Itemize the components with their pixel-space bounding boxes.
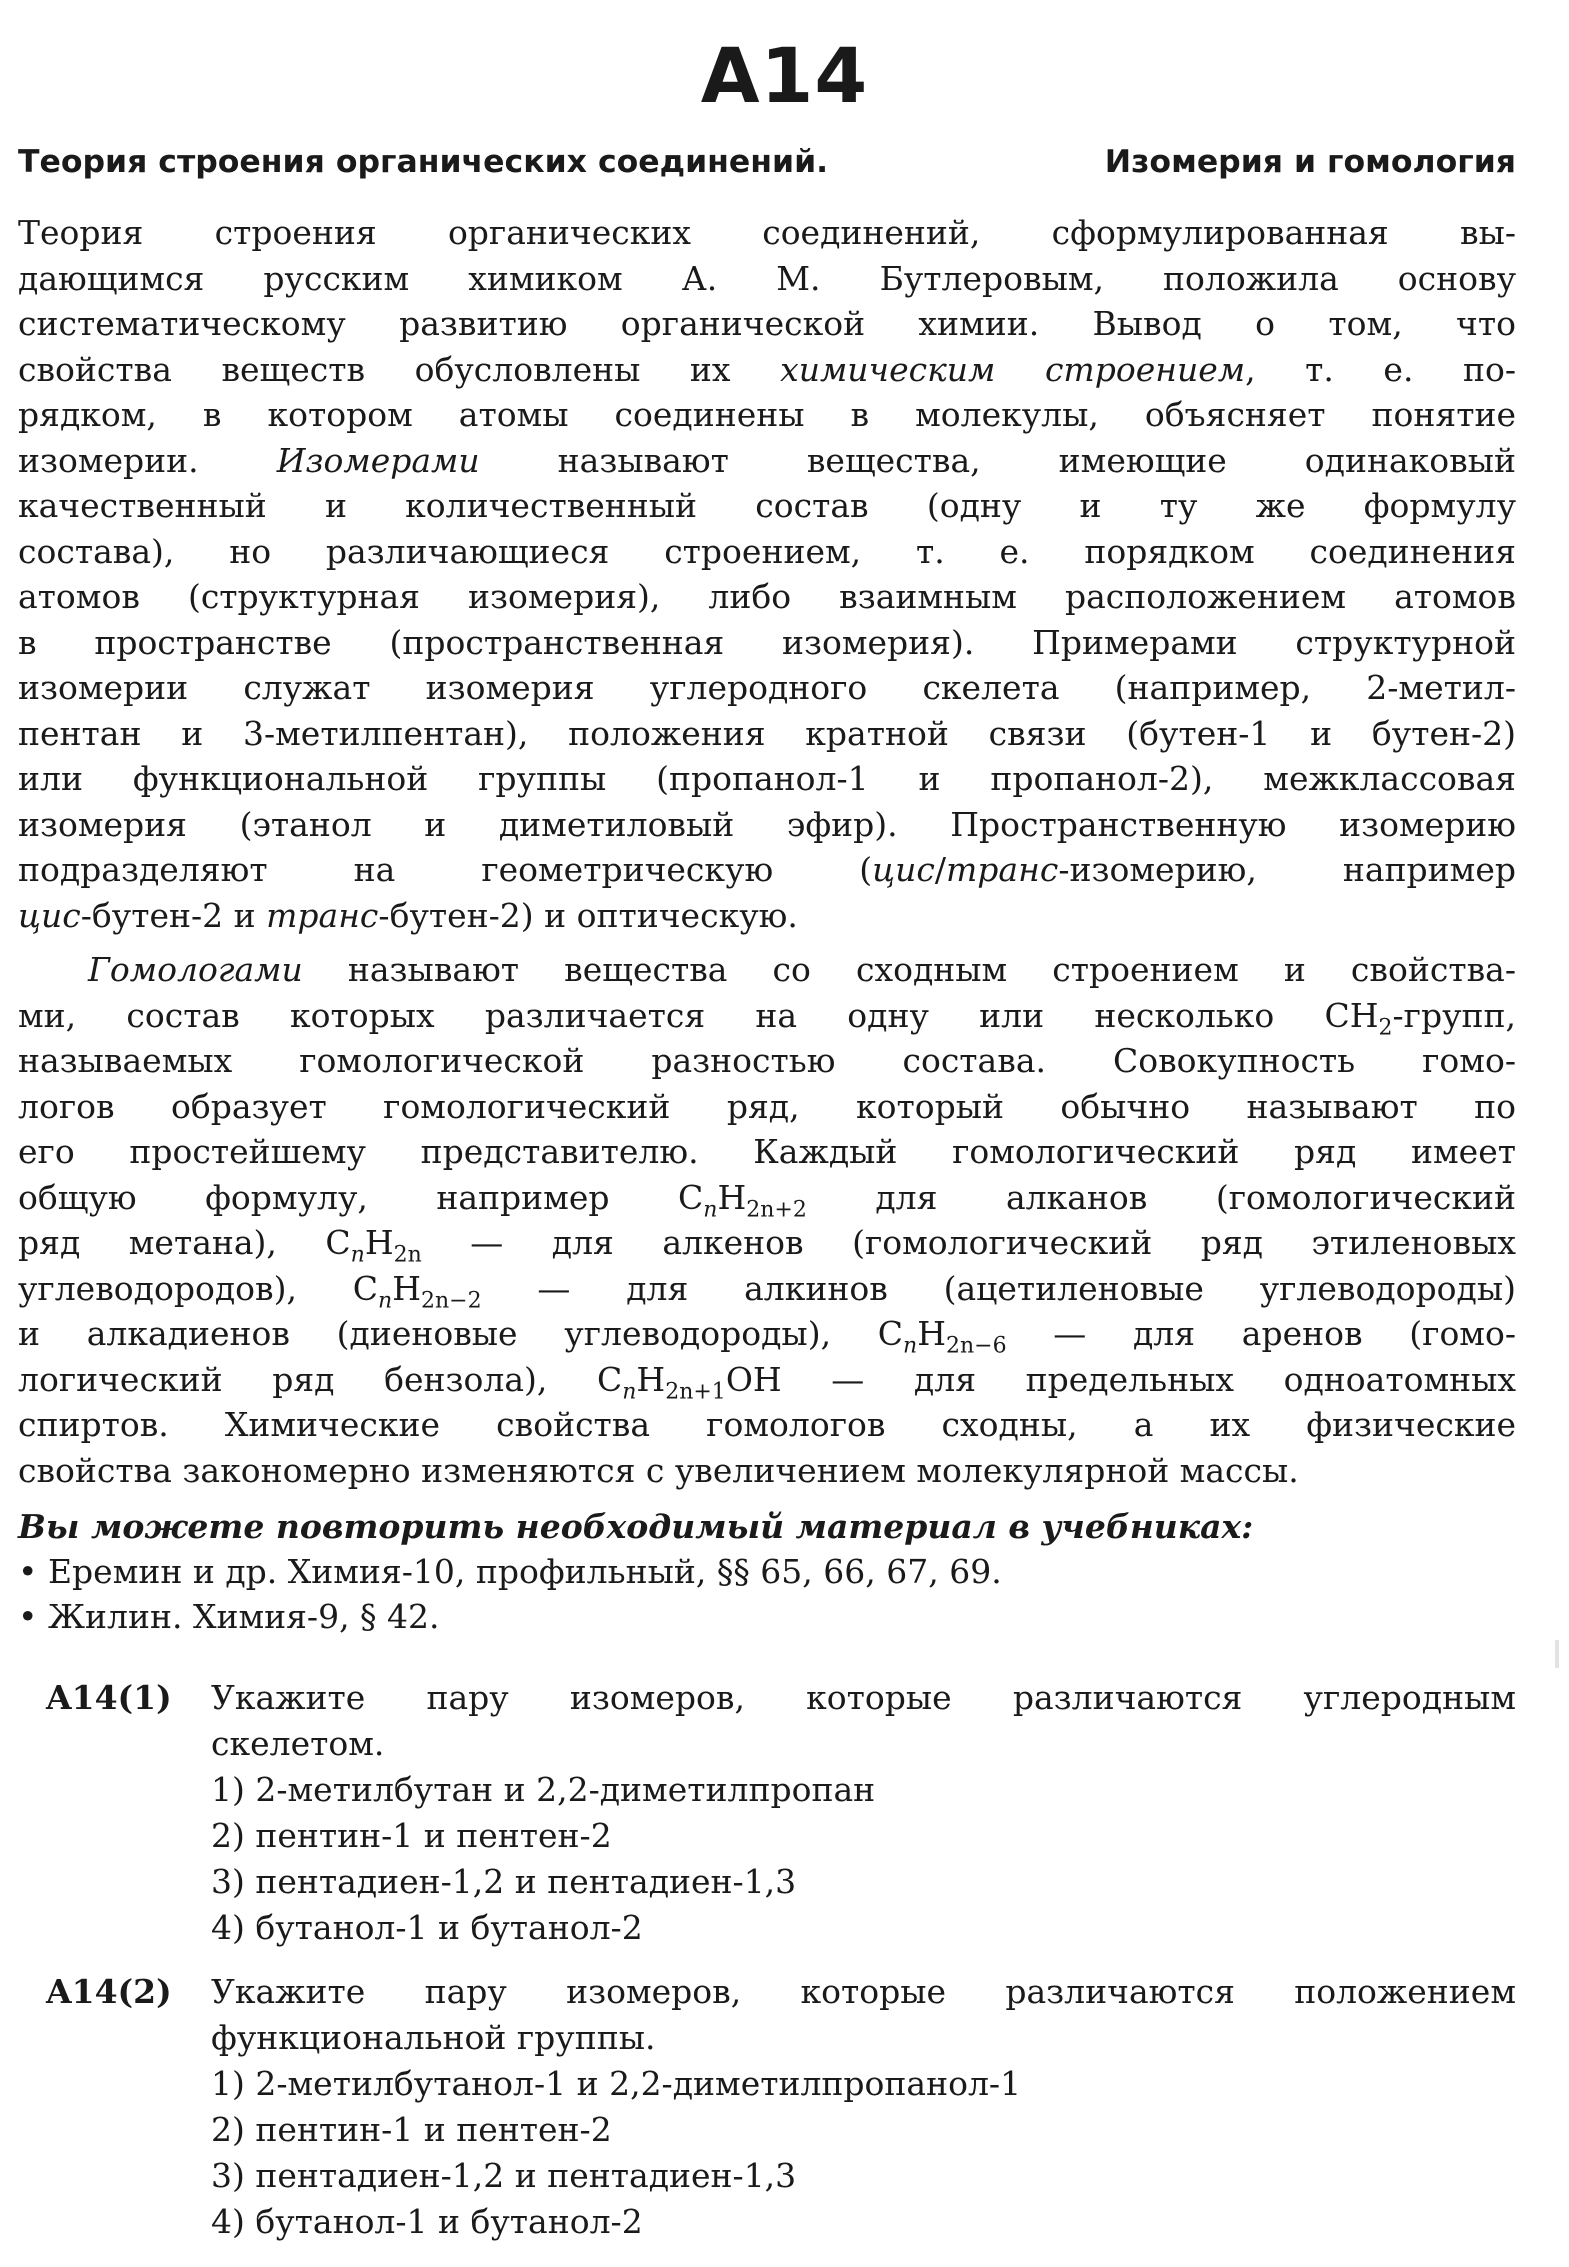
paragraph-line: Гомологами называют вещества со сходным строением и свойства- bbox=[88, 950, 1516, 989]
italic-term: Гомологами bbox=[88, 950, 303, 989]
page-title: A14 bbox=[700, 31, 869, 120]
paragraph-line: изомерия (этанол и диметиловый эфир). Пространственную изомерию bbox=[18, 804, 1516, 844]
italic-term: транс bbox=[266, 895, 379, 935]
subtitle-left: Теория строения органических соединений. bbox=[18, 144, 829, 180]
formula-subscript: n bbox=[378, 1288, 393, 1314]
paragraph-line: атомов (структурная изомерия), либо взаимным расположением атомов bbox=[18, 577, 1516, 616]
paragraph-line: логический ряд бензола), $C_nH_{2n+1}OH$ — для предельных одноатомных bbox=[18, 1359, 1516, 1405]
formula-subscript: 2n−6 bbox=[945, 1333, 1007, 1359]
paragraph-line: или функциональной группы (пропанол-1 и пропанол-2), межклассовая bbox=[18, 759, 1516, 798]
answer-option[interactable]: 3) пентадиен-1,2 и пентадиен-1,3 bbox=[211, 2156, 797, 2195]
paragraph-line: свойства закономерно изменяются с увеличением молекулярной массы. bbox=[18, 1450, 1299, 1490]
italic-term: Изомерами bbox=[276, 440, 480, 480]
paragraph-line: пентан и 3-метилпентан), положения кратной связи (бутен-1 и бутен-2) bbox=[18, 713, 1516, 753]
formula-subscript: n bbox=[350, 1242, 365, 1268]
scan-mark bbox=[1555, 1640, 1559, 1668]
question-text-line: функциональной группы. bbox=[211, 2018, 656, 2057]
paragraph-line: его простейшему представителю. Каждый гомологический ряд имеет bbox=[18, 1132, 1516, 1171]
question-number: A14(1) bbox=[46, 1678, 172, 1717]
answer-option[interactable]: 1) 2-метилбутанол-1 и 2,2-диметилпропанол-1 bbox=[211, 2064, 1022, 2103]
italic-term: транс bbox=[946, 850, 1059, 889]
answer-option[interactable]: 4) бутанол-1 и бутанол-2 bbox=[211, 2202, 643, 2241]
paragraph-line: систематическому развитию органической химии. Вывод о том, что bbox=[18, 304, 1516, 343]
paragraph-line: подразделяют на геометрическую (цис/транс-изомерию, например bbox=[18, 850, 1516, 889]
question-text-line: Укажите пару изомеров, которые различаются положением bbox=[211, 1972, 1516, 2011]
paragraph-line: изомерии. Изомерами называют вещества, имеющие одинаковый bbox=[18, 440, 1516, 480]
formula-subscript: 2n+1 bbox=[665, 1379, 726, 1405]
formula-subscript: n bbox=[903, 1333, 918, 1359]
reference-item: • Жилин. Химия-9, § 42. bbox=[18, 1597, 440, 1636]
paragraph-line: дающимся русским химиком А. М. Бутлеровым, положила основу bbox=[18, 258, 1516, 298]
question-text-line: скелетом. bbox=[211, 1724, 385, 1763]
paragraph-line: углеводородов), $C_nH_{2n-2}$ — для алкинов (ацетиленовые углеводороды) bbox=[18, 1268, 1516, 1314]
italic-term: цис bbox=[18, 895, 81, 935]
paragraph-line: качественный и количественный состав (одну и ту же формулу bbox=[18, 486, 1516, 525]
answer-option[interactable]: 2) пентин-1 и пентен-2 bbox=[211, 1816, 612, 1855]
reference-item: • Еремин и др. Химия-10, профильный, §§ 65, 66, 67, 69. bbox=[18, 1552, 1002, 1591]
answer-option[interactable]: 2) пентин-1 и пентен-2 bbox=[211, 2110, 612, 2149]
paragraph-line: состава), но различающиеся строением, т. е. порядком соединения bbox=[18, 531, 1516, 571]
formula-subscript: 2n−2 bbox=[420, 1288, 482, 1314]
references-heading: Вы можете повторить необходимый материал в учебниках: bbox=[18, 1507, 1254, 1546]
paragraph-line: ряд метана), $C_nH_{2n}$ — для алкенов (гомологический ряд этиленовых bbox=[18, 1223, 1516, 1268]
paragraph-line: свойства веществ обусловлены их химическим строением, т. е. по- bbox=[18, 349, 1516, 389]
question-number: A14(2) bbox=[46, 1972, 172, 2011]
paragraph-line: и алкадиенов (диеновые углеводороды), $C_nH_{2n-6}$ — для аренов (гомо- bbox=[18, 1314, 1516, 1359]
formula-subscript: n bbox=[622, 1379, 637, 1405]
paragraph-line: ми, состав которых различается на одну или несколько $CH_2$-групп, bbox=[18, 995, 1516, 1041]
section-subtitle bbox=[18, 140, 1516, 184]
paragraph-line: в пространстве (пространственная изомерия). Примерами структурной bbox=[18, 622, 1516, 662]
italic-term: цис bbox=[872, 850, 935, 889]
formula-subscript: 2n+2 bbox=[746, 1197, 807, 1223]
formula-subscript: n bbox=[703, 1197, 718, 1223]
paragraph-line: Теория строения органических соединений, сформулированная вы- bbox=[18, 213, 1516, 252]
paragraph-line: общую формулу, например $C_nH_{2n+2}$ для алканов (гомологический bbox=[18, 1177, 1516, 1223]
answer-option[interactable]: 4) бутанол-1 и бутанол-2 bbox=[211, 1908, 643, 1947]
subtitle-right: Изомерия и гомология bbox=[1104, 144, 1516, 180]
paragraph-line: логов образует гомологический ряд, который обычно называют по bbox=[18, 1086, 1516, 1126]
paragraph-line: называемых гомологической разностью состава. Совокупность гомо- bbox=[18, 1041, 1516, 1080]
answer-option[interactable]: 3) пентадиен-1,2 и пентадиен-1,3 bbox=[211, 1862, 797, 1901]
answer-option[interactable]: 1) 2-метилбутан и 2,2-диметилпропан bbox=[211, 1770, 876, 1809]
paragraph-line: изомерии служат изомерия углеродного скелета (например, 2-метил- bbox=[18, 668, 1516, 707]
formula-subscript: 2 bbox=[1378, 1015, 1393, 1041]
paragraph-line: рядком, в котором атомы соединены в молекулы, объясняет понятие bbox=[18, 395, 1516, 434]
question-text-line: Укажите пару изомеров, которые различаются углеродным bbox=[211, 1678, 1516, 1717]
paragraph-line: спиртов. Химические свойства гомологов сходны, а их физические bbox=[18, 1405, 1516, 1444]
italic-term: химическим строением bbox=[780, 349, 1246, 389]
formula-subscript: 2n bbox=[393, 1242, 422, 1268]
paragraph-line: цис-бутен-2 и транс-бутен-2) и оптическую. bbox=[18, 895, 798, 935]
